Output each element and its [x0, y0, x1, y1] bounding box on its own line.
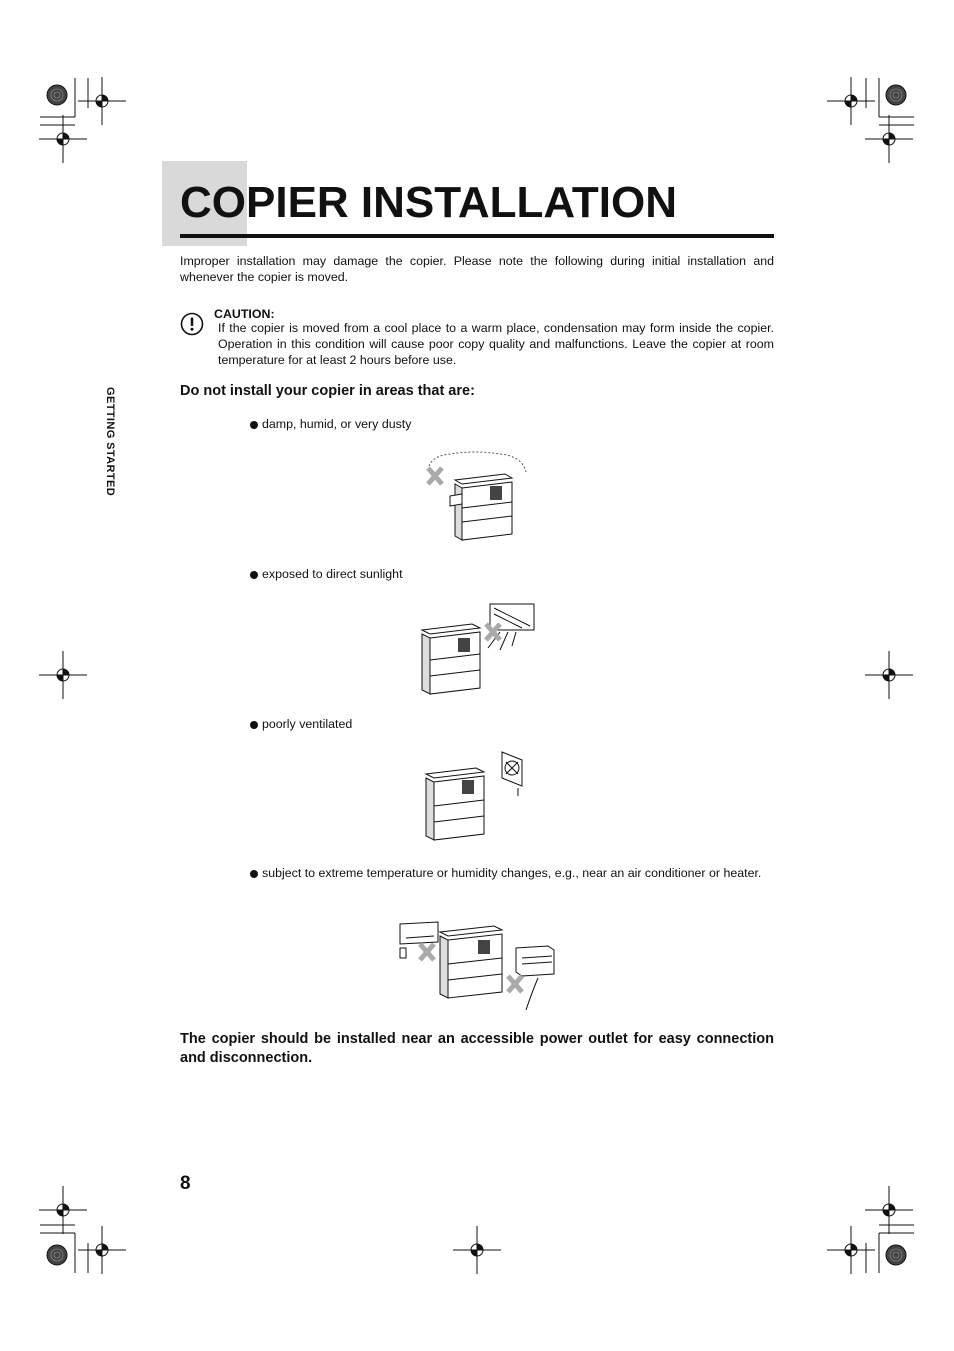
sunlight-illustration	[418, 600, 538, 700]
bullet-dot	[250, 571, 258, 579]
list-item	[250, 416, 774, 433]
bullet-dot	[250, 421, 258, 429]
side-tab: GETTING STARTED	[104, 387, 116, 497]
page-number: 8	[180, 1173, 191, 1194]
list-item	[250, 566, 774, 583]
bullet-dot	[250, 721, 258, 729]
power-outlet-note: The copier should be installed near an accessible power outlet for easy connection and disconnection.	[180, 1031, 774, 1066]
air-conditioner-heater-illustration	[396, 918, 560, 1014]
list-item	[250, 716, 774, 733]
caution-text: If the copier is moved from a cool place to a warm place, condensation may form inside the copier. Operation in this condition will cause poor copy quality and malfunctions. Leave the copier at room temperature for at least 2 hours before use.	[218, 321, 774, 367]
caution-icon	[180, 312, 204, 336]
list-item-text: damp, humid, or very dusty	[262, 417, 412, 431]
list-item-text: subject to extreme temperature or humidity changes, e.g., near an air conditioner or heater.	[262, 866, 762, 880]
list-item	[250, 865, 774, 882]
title-rule	[180, 234, 774, 238]
intro-paragraph: Improper installation may damage the copier. Please note the following during initial installation and whenever the copier is moved.	[180, 254, 774, 284]
page-title: COPIER INSTALLATION	[180, 178, 678, 227]
damp-dusty-illustration	[420, 448, 530, 548]
bullet-dot	[250, 870, 258, 878]
caution-label: CAUTION:	[214, 307, 275, 321]
ventilation-illustration	[422, 748, 532, 846]
list-item-text: poorly ventilated	[262, 717, 353, 731]
section-subheading: Do not install your copier in areas that are:	[180, 383, 475, 399]
list-item-text: exposed to direct sunlight	[262, 567, 403, 581]
